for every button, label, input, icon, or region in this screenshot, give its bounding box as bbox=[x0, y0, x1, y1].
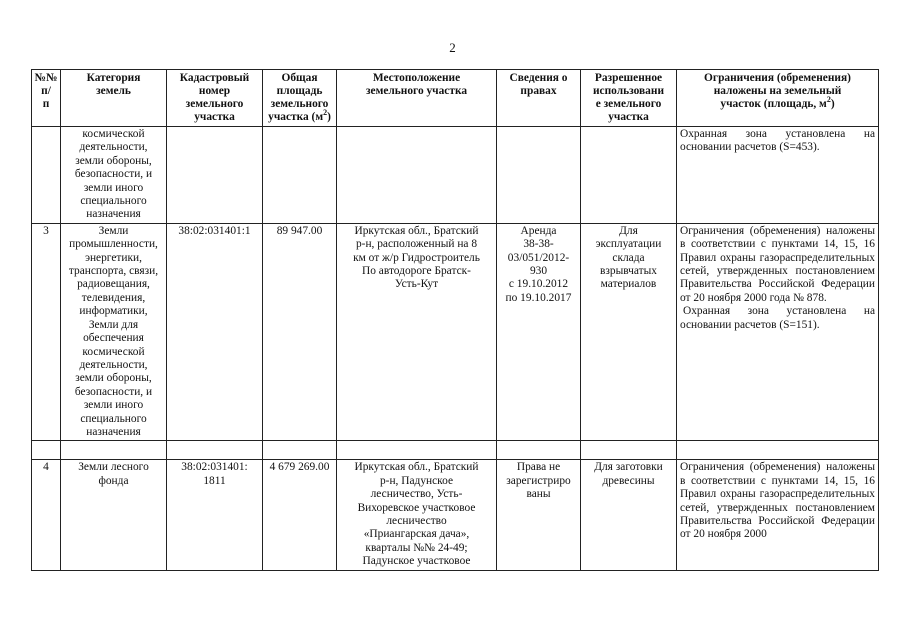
cell-location-line: р-н, Падунское bbox=[379, 474, 454, 487]
cell-rights-line: Аренда bbox=[520, 224, 557, 237]
cell-restrictions-line: Охранная зона установлена на основании расчетов (S=453). bbox=[680, 128, 875, 154]
spacer-cell bbox=[337, 441, 497, 460]
cell-permitted-use-line: эксплуатации bbox=[595, 238, 662, 251]
cell-cadastral-line: 38:02:031401: bbox=[181, 461, 248, 474]
cell-location-line: км от ж/р Гидростроитель bbox=[353, 251, 480, 264]
header-area: Общая площадь земельного участка $(м^2)$ bbox=[263, 70, 337, 127]
table-row bbox=[32, 223, 879, 441]
land-plots-table bbox=[31, 69, 879, 571]
cell-category-line: деятельности, bbox=[79, 358, 148, 371]
cell-rights bbox=[497, 223, 581, 441]
cell-permitted-use bbox=[581, 127, 677, 224]
cell-cadastral bbox=[167, 460, 263, 570]
cell-category-line: информатики, bbox=[79, 305, 148, 318]
cell-category-line: безопасности, и bbox=[74, 385, 153, 398]
cell-category-line: специального bbox=[80, 412, 147, 425]
cell-category bbox=[61, 127, 167, 224]
cell-location-line: Падунское участковое bbox=[362, 555, 471, 568]
spacer-cell bbox=[497, 441, 581, 460]
spacer-row bbox=[32, 441, 879, 460]
header-rights: Сведения о правах bbox=[497, 70, 581, 127]
cell-area-text: 4 679 269.00 bbox=[269, 461, 330, 474]
cell-category-line: назначения bbox=[86, 208, 141, 221]
cell-category-line: деятельности, bbox=[79, 141, 148, 154]
cell-cadastral bbox=[167, 223, 263, 441]
cell-category bbox=[61, 223, 167, 441]
cell-permitted-use bbox=[581, 223, 677, 441]
cell-location-line: лесничество bbox=[386, 514, 447, 527]
cell-cadastral bbox=[167, 127, 263, 224]
cell-permitted-use-line: взрывчатых bbox=[600, 265, 657, 278]
cell-rights-line: 03/051/2012- bbox=[507, 251, 570, 264]
cell-restrictions bbox=[677, 460, 879, 570]
cell-rights-line: ваны bbox=[526, 488, 551, 501]
cell-rights-line: 930 bbox=[529, 265, 548, 278]
spacer-cell bbox=[677, 441, 879, 460]
header-cadastral: Кадастровый номер земельного участка bbox=[167, 70, 263, 127]
cell-location-line: Иркутская обл., Братский bbox=[354, 224, 479, 237]
cell-category-line: промышленности, bbox=[69, 238, 158, 251]
spacer-cell bbox=[32, 441, 61, 460]
cell-location bbox=[337, 127, 497, 224]
spacer-cell bbox=[61, 441, 167, 460]
cell-category-line: Земли bbox=[98, 224, 129, 237]
cell-permitted-use-line: материалов bbox=[600, 278, 657, 291]
table-row bbox=[32, 460, 879, 570]
cell-category-line: специального bbox=[80, 195, 147, 208]
cell-num bbox=[32, 127, 61, 224]
table-row bbox=[32, 127, 879, 224]
cell-category-line: телевидения, bbox=[81, 291, 146, 304]
cell-category-line: космической bbox=[82, 128, 145, 140]
cell-rights-line: с 19.10.2012 bbox=[508, 278, 569, 291]
cell-category-line: транспорта, связи, bbox=[68, 265, 159, 278]
cell-restrictions bbox=[677, 127, 879, 224]
cell-cadastral-line: 1811 bbox=[203, 474, 226, 487]
cell-area bbox=[263, 223, 337, 441]
cell-restrictions-line: Ограничения (обременения) наложены в соответствии с пунктами 14, 15, 16 Правил охраны газораспределительных сетей, утвержденных постановлением Правительства Российской Федерации от 20 ноября 2000 bbox=[680, 461, 875, 541]
header-num: №№ п/ п bbox=[32, 70, 61, 127]
cell-restrictions-line: Ограничения (обременения) наложены в соответствии с пунктами 14, 15, 16 Правил охраны газораспределительных сетей, утвержденных постановлением Правительства Российской Федерации от 20 ноября 2000 года № 878. bbox=[680, 224, 875, 304]
cell-category-line: Земли для bbox=[88, 318, 139, 331]
cell-category-line: безопасности, и bbox=[74, 168, 153, 181]
cell-category-line: обеспечения bbox=[83, 332, 144, 345]
cell-category-line: космической bbox=[82, 345, 145, 358]
spacer-cell bbox=[167, 441, 263, 460]
cell-location-line: р-н, расположенный на 8 bbox=[355, 238, 478, 251]
cell-rights-line: зарегистриро bbox=[506, 474, 571, 487]
cell-location bbox=[337, 223, 497, 441]
cell-category-line: радиовещания, bbox=[77, 278, 150, 291]
cell-permitted-use-line: Для заготовки bbox=[594, 461, 663, 474]
cell-category-line: Земли лесного bbox=[78, 461, 149, 474]
cell-category-line: земли обороны, bbox=[75, 372, 152, 385]
cell-restrictions-line: Охранная зона установлена на основании расчетов (S=151). bbox=[680, 305, 875, 331]
cell-num-text: 4 bbox=[43, 461, 49, 474]
cell-category-line: земли обороны, bbox=[75, 154, 152, 167]
header-location: Местоположение земельного участка bbox=[337, 70, 497, 127]
header-category: Категория земель bbox=[61, 70, 167, 127]
cell-num bbox=[32, 223, 61, 441]
cell-rights-line: 38-38- bbox=[523, 238, 554, 251]
header-permitted-use: Разрешенное использовани е земельного участка bbox=[581, 70, 677, 127]
cell-rights-line: Права не bbox=[516, 461, 561, 474]
cell-restrictions bbox=[677, 223, 879, 441]
cell-location-line: Усть-Кут bbox=[394, 278, 439, 291]
cell-location-line: лесничество, Усть- bbox=[370, 488, 463, 501]
cell-num bbox=[32, 460, 61, 570]
cell-area bbox=[263, 460, 337, 570]
cell-category-line: земли иного bbox=[83, 181, 144, 194]
cell-cadastral-line: 38:02:031401:1 bbox=[178, 224, 251, 237]
header-restrictions: Ограничения (обременения) наложены на земельный участок (площадь, $м^2$) bbox=[677, 70, 879, 127]
cell-rights bbox=[497, 460, 581, 570]
cell-permitted-use-line: древесины bbox=[602, 474, 655, 487]
cell-category bbox=[61, 460, 167, 570]
cell-location-line: По автодороге Братск- bbox=[362, 265, 471, 278]
cell-location bbox=[337, 460, 497, 570]
cell-permitted-use-line: склада bbox=[612, 251, 645, 264]
cell-category-line: фонда bbox=[98, 474, 129, 487]
cell-category-line: земли иного bbox=[83, 399, 144, 412]
cell-permitted-use bbox=[581, 460, 677, 570]
cell-area bbox=[263, 127, 337, 224]
spacer-cell bbox=[581, 441, 677, 460]
cell-category-line: энергетики, bbox=[85, 251, 142, 264]
cell-rights bbox=[497, 127, 581, 224]
table-header-row bbox=[32, 70, 879, 127]
cell-location-line: Вихоревское участковое bbox=[357, 501, 476, 514]
cell-rights-line: по 19.10.2017 bbox=[505, 291, 572, 304]
cell-location-line: Иркутская обл., Братский bbox=[354, 461, 479, 474]
spacer-cell bbox=[263, 441, 337, 460]
cell-category-line: назначения bbox=[86, 425, 141, 438]
cell-location-line: кварталы №№ 24-49; bbox=[365, 541, 468, 554]
cell-permitted-use-line: Для bbox=[619, 224, 638, 237]
cell-num-text: 3 bbox=[43, 224, 49, 237]
cell-location-line: «Приангарская дача», bbox=[363, 528, 470, 541]
cell-area-text: 89 947.00 bbox=[276, 224, 323, 237]
page-number: 2 bbox=[449, 40, 456, 55]
